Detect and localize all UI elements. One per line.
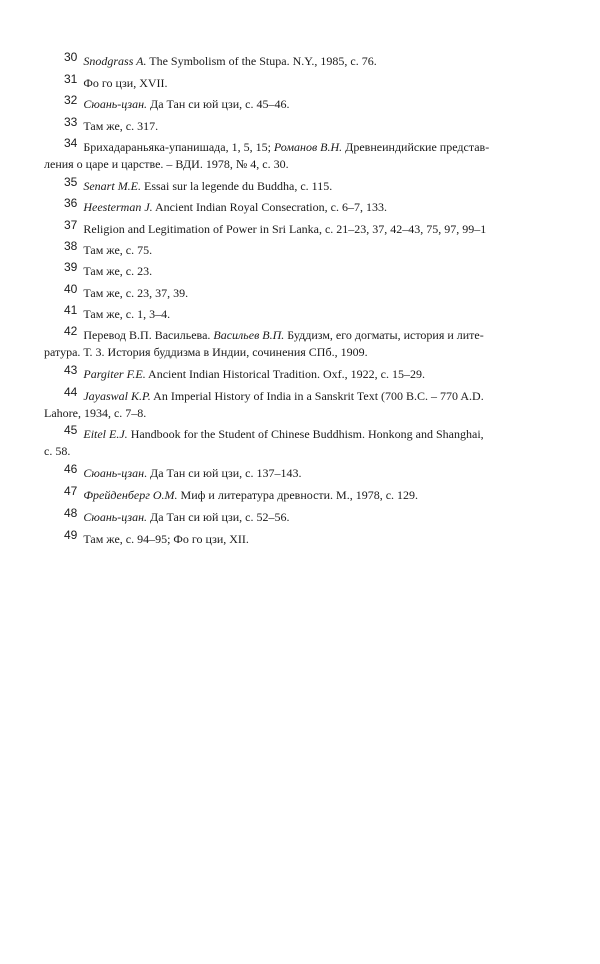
footnote-author: Heesterman J. (83, 200, 153, 214)
footnote-continuation (0, 444, 70, 458)
footnote-number: 48 (64, 506, 78, 520)
footnote-number: 41 (64, 303, 78, 317)
footnote (0, 363, 426, 381)
footnote-text: Там же, с. 23, 37, 39. (83, 286, 189, 300)
footnote (0, 196, 387, 214)
footnote-text: Там же, с. 1, 3–4. (83, 307, 171, 321)
footnote (0, 136, 490, 154)
footnote-text: ления о царе и царстве. – ВДИ. 1978, № 4, с. 30. (44, 157, 289, 171)
footnote (0, 239, 153, 257)
footnote (0, 303, 171, 321)
footnote (0, 72, 168, 90)
footnote (0, 506, 290, 524)
footnote-number: 30 (64, 50, 78, 64)
footnote (0, 462, 302, 480)
footnote-number: 44 (64, 385, 78, 399)
footnote-text: Буддизм, его догматы, история и лите- (284, 328, 484, 342)
footnote-text: Ancient Indian Historical Tradition. Oxf., 1922, c. 15–29. (145, 367, 426, 381)
footnote-author: Романов В.Н. (273, 140, 343, 154)
footnote-text: Lahore, 1934, c. 7–8. (44, 406, 147, 420)
footnote-author: Сюань-цзан. (83, 97, 148, 111)
footnote-author: Senart M.E. (83, 179, 142, 193)
footnote-text: Перевод В.П. Васильева. (83, 328, 214, 342)
footnote (0, 218, 487, 236)
footnote (0, 324, 484, 342)
footnote-number: 37 (64, 218, 78, 232)
footnote-number: 33 (64, 115, 78, 129)
footnote-number: 42 (64, 324, 78, 338)
footnote (0, 423, 484, 441)
footnote-text: Там же, с. 75. (83, 243, 153, 257)
footnote (0, 175, 333, 193)
footnote-number: 36 (64, 196, 78, 210)
footnote-continuation (0, 406, 146, 420)
footnote (0, 115, 159, 133)
footnote-continuation (0, 157, 289, 171)
footnote-number: 43 (64, 363, 78, 377)
footnote-text: Фо го цзи, XVII. (83, 76, 168, 90)
footnote-number: 35 (64, 175, 78, 189)
footnote-number: 31 (64, 72, 78, 86)
footnote-text: . Да Тан си юй цзи, с. 137–143. (144, 466, 302, 480)
footnote-text: Handbook for the Student of Chinese Buddhism. Honkong and Shanghai, (127, 427, 484, 441)
footnote-number: 49 (64, 528, 78, 542)
footnote-text: c. 58. (44, 444, 71, 458)
footnote-number: 38 (64, 239, 78, 253)
footnote-number: 32 (64, 93, 78, 107)
footnote-text: Там же, с. 94–95; Фо го цзи, XII. (83, 532, 249, 546)
footnote-author: Jayaswal K.P. (83, 389, 151, 403)
footnote-text: Там же, с. 23. (83, 264, 153, 278)
footnote-author: Васильев В.П. (213, 328, 285, 342)
footnote-author: Pargiter F.E. (83, 367, 146, 381)
footnote-continuation (0, 345, 368, 359)
footnote-text: Ancient Indian Royal Consecration, c. 6–7, 133. (152, 200, 387, 214)
footnote (0, 93, 290, 111)
footnote (0, 385, 484, 403)
footnote-author: Eitel E.J. (83, 427, 128, 441)
footnote-text: ратура. Т. 3. История буддизма в Индии, сочинения СПб., 1909. (44, 345, 368, 359)
footnote-number: 47 (64, 484, 78, 498)
footnote (0, 50, 377, 68)
footnote (0, 282, 189, 300)
footnote-author: Фрейденберг О.М. (83, 488, 178, 502)
footnote-text: Миф и литература древности. М., 1978, с. 129. (177, 488, 419, 502)
footnote-text: Там же, с. 317. (83, 119, 159, 133)
footnote (0, 260, 153, 278)
footnote-text: Religion and Legitimation of Power in Sri Lanka, c. 21–23, 37, 42–43, 75, 97, 99–1 (83, 222, 487, 236)
footnote (0, 484, 419, 502)
footnote-text: An Imperial History of India in a Sanskrit Text (700 B.C. – 770 A.D. (150, 389, 484, 403)
footnote-text: Да Тан си юй цзи, с. 52–56. (147, 510, 290, 524)
footnote-author: Сюань-цзан. (83, 510, 148, 524)
footnote (0, 528, 249, 546)
footnote-text: Essai sur la legende du Buddha, c. 115. (141, 179, 333, 193)
footnote-text: The Symbolism of the Stupa. N.Y., 1985, c. 76. (146, 54, 377, 68)
footnote-number: 45 (64, 423, 78, 437)
footnote-text: Брихадараньяка-упанишада, 1, 5, 15; (83, 140, 274, 154)
footnote-text: Древнеиндийские представ- (342, 140, 490, 154)
footnote-number: 46 (64, 462, 78, 476)
footnote-number: 39 (64, 260, 78, 274)
footnote-number: 34 (64, 136, 78, 150)
footnote-author: Сюань-цзан (83, 466, 145, 480)
footnote-text: Да Тан си юй цзи, с. 45–46. (147, 97, 290, 111)
footnote-number: 40 (64, 282, 78, 296)
footnote-author: Snodgrass A. (83, 54, 147, 68)
